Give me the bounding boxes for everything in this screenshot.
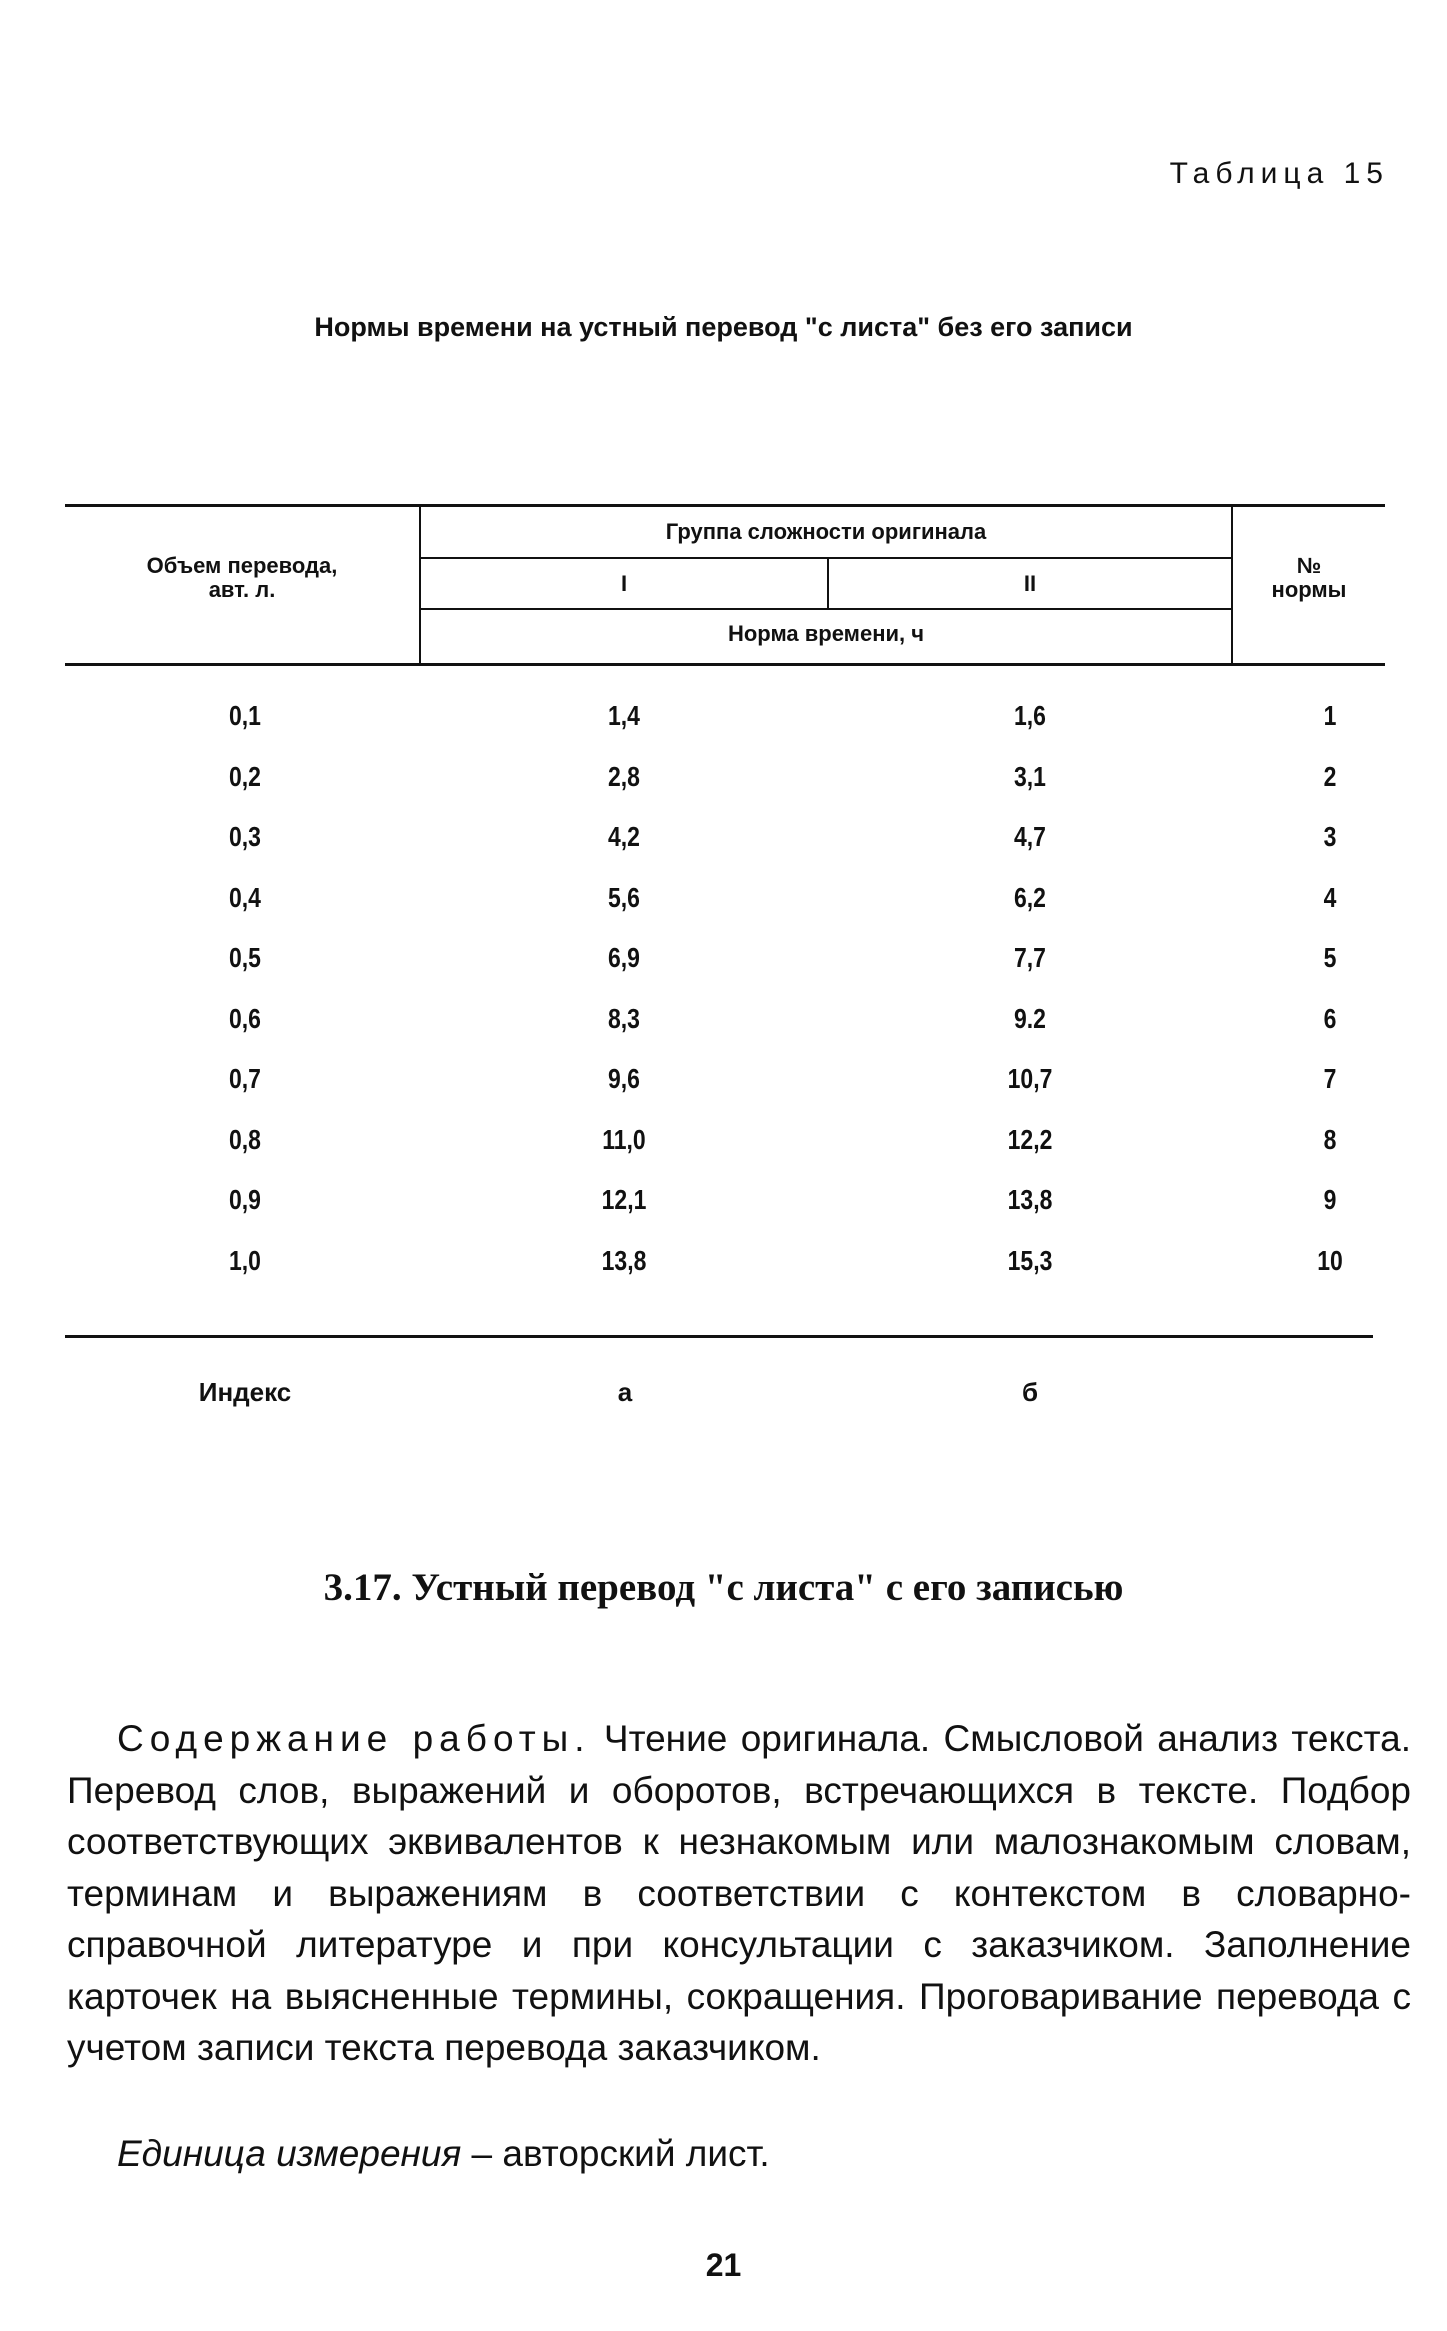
table-cell: 1,0 <box>229 1244 261 1276</box>
table-cell: 9,6 <box>608 1063 640 1094</box>
header-norm-number <box>1233 554 1385 602</box>
header-norm-number-line2: нормы <box>1271 577 1347 602</box>
body-lead: Содержание работы. <box>117 1718 591 1759</box>
header-group-2: II <box>1023 571 1037 596</box>
table-number-label: Таблица 15 <box>1169 157 1389 190</box>
group-number-rule <box>420 608 1232 610</box>
header-complexity-group: Группа сложности оригинала <box>665 519 987 544</box>
table-cell: 5 <box>1323 942 1337 973</box>
table-cell: 12,2 <box>1007 1123 1053 1155</box>
index-group-2: б <box>1021 1377 1039 1407</box>
table-cell: 0,3 <box>229 821 261 852</box>
header-norm-number-line1: № <box>1296 553 1322 578</box>
table-cell: 8,3 <box>608 1002 640 1034</box>
unit-label: Единица измерения <box>117 2133 462 2174</box>
header-volume <box>65 554 419 602</box>
table-cell: 13,8 <box>1007 1184 1053 1215</box>
table-cell: 0,6 <box>229 1002 261 1034</box>
group-rule <box>420 557 1232 559</box>
table-top-rule <box>65 504 1385 507</box>
table-cell: 0,2 <box>229 760 261 792</box>
table-cell: 7 <box>1323 1063 1337 1094</box>
table-cell: 2 <box>1323 760 1337 792</box>
table-cell: 3,1 <box>1014 760 1046 792</box>
index-label: Индекс <box>198 1377 292 1407</box>
unit-line <box>117 2133 770 2175</box>
table-bottom-rule <box>65 1335 1373 1338</box>
table-cell: 11,0 <box>602 1123 646 1155</box>
table-cell: 1,4 <box>608 700 640 731</box>
table-cell: 0,7 <box>229 1063 261 1094</box>
table-cell: 15,3 <box>1007 1244 1053 1276</box>
table-cell: 0,4 <box>229 881 261 913</box>
section-body <box>67 1713 1411 2074</box>
table-cell: 3 <box>1323 821 1337 852</box>
section-heading: 3.17. Устный перевод "с листа" с его записью <box>323 1566 1124 1609</box>
table-cell: 1 <box>1323 700 1337 731</box>
header-volume-line2: авт. л. <box>208 577 276 602</box>
header-time-norm: Норма времени, ч <box>727 621 925 646</box>
table-cell: 5,6 <box>608 881 640 913</box>
unit-value: – авторский лист. <box>461 2133 770 2174</box>
table-title: Нормы времени на устный перевод "с листа" без его записи <box>314 312 1133 342</box>
table-cell: 2,8 <box>608 760 640 792</box>
table-cell: 0,9 <box>229 1184 261 1215</box>
table-cell: 12,1 <box>601 1184 647 1215</box>
table-cell: 0,8 <box>229 1123 261 1155</box>
header-group-1: I <box>620 571 628 596</box>
table-cell: 4,7 <box>1014 821 1046 852</box>
table-cell: 8 <box>1323 1123 1337 1155</box>
table-cell: 0,1 <box>229 700 261 731</box>
header-volume-line1: Объем перевода, <box>146 553 338 578</box>
table-cell: 10,7 <box>1007 1063 1053 1094</box>
page-number: 21 <box>705 2247 742 2283</box>
index-group-1: а <box>617 1377 633 1407</box>
table-cell: 7,7 <box>1014 942 1046 973</box>
table-cell: 13,8 <box>601 1244 647 1276</box>
table-cell: 6,9 <box>608 942 640 973</box>
table-cell: 6 <box>1323 1002 1337 1034</box>
body-paragraph <box>67 1713 1411 2074</box>
body-text: Чтение оригинала. Смысловой анализ текста. Перевод слов, выражений и оборотов, встречающихся в тексте. Подбор соответствующих эквивалентов к незнакомым или малознакомым словам, терминам и выражениям в соответствии с контекстом в словарно-справочной литературе и при консультации с заказчиком. Заполнение карточек на выясненные термины, сокращения. Проговаривание перевода с учетом записи текста перевода заказчиком. <box>67 1718 1411 2068</box>
table-cell: 9.2 <box>1014 1002 1046 1034</box>
table-cell: 1,6 <box>1014 700 1046 731</box>
table-cell: 6,2 <box>1014 881 1046 913</box>
table-cell: 4,2 <box>608 821 640 852</box>
table-cell: 0,5 <box>229 942 261 973</box>
table-cell: 10 <box>1317 1244 1343 1276</box>
header-bottom-rule <box>65 663 1385 666</box>
table-cell: 4 <box>1323 881 1337 913</box>
table-cell: 9 <box>1323 1184 1337 1215</box>
